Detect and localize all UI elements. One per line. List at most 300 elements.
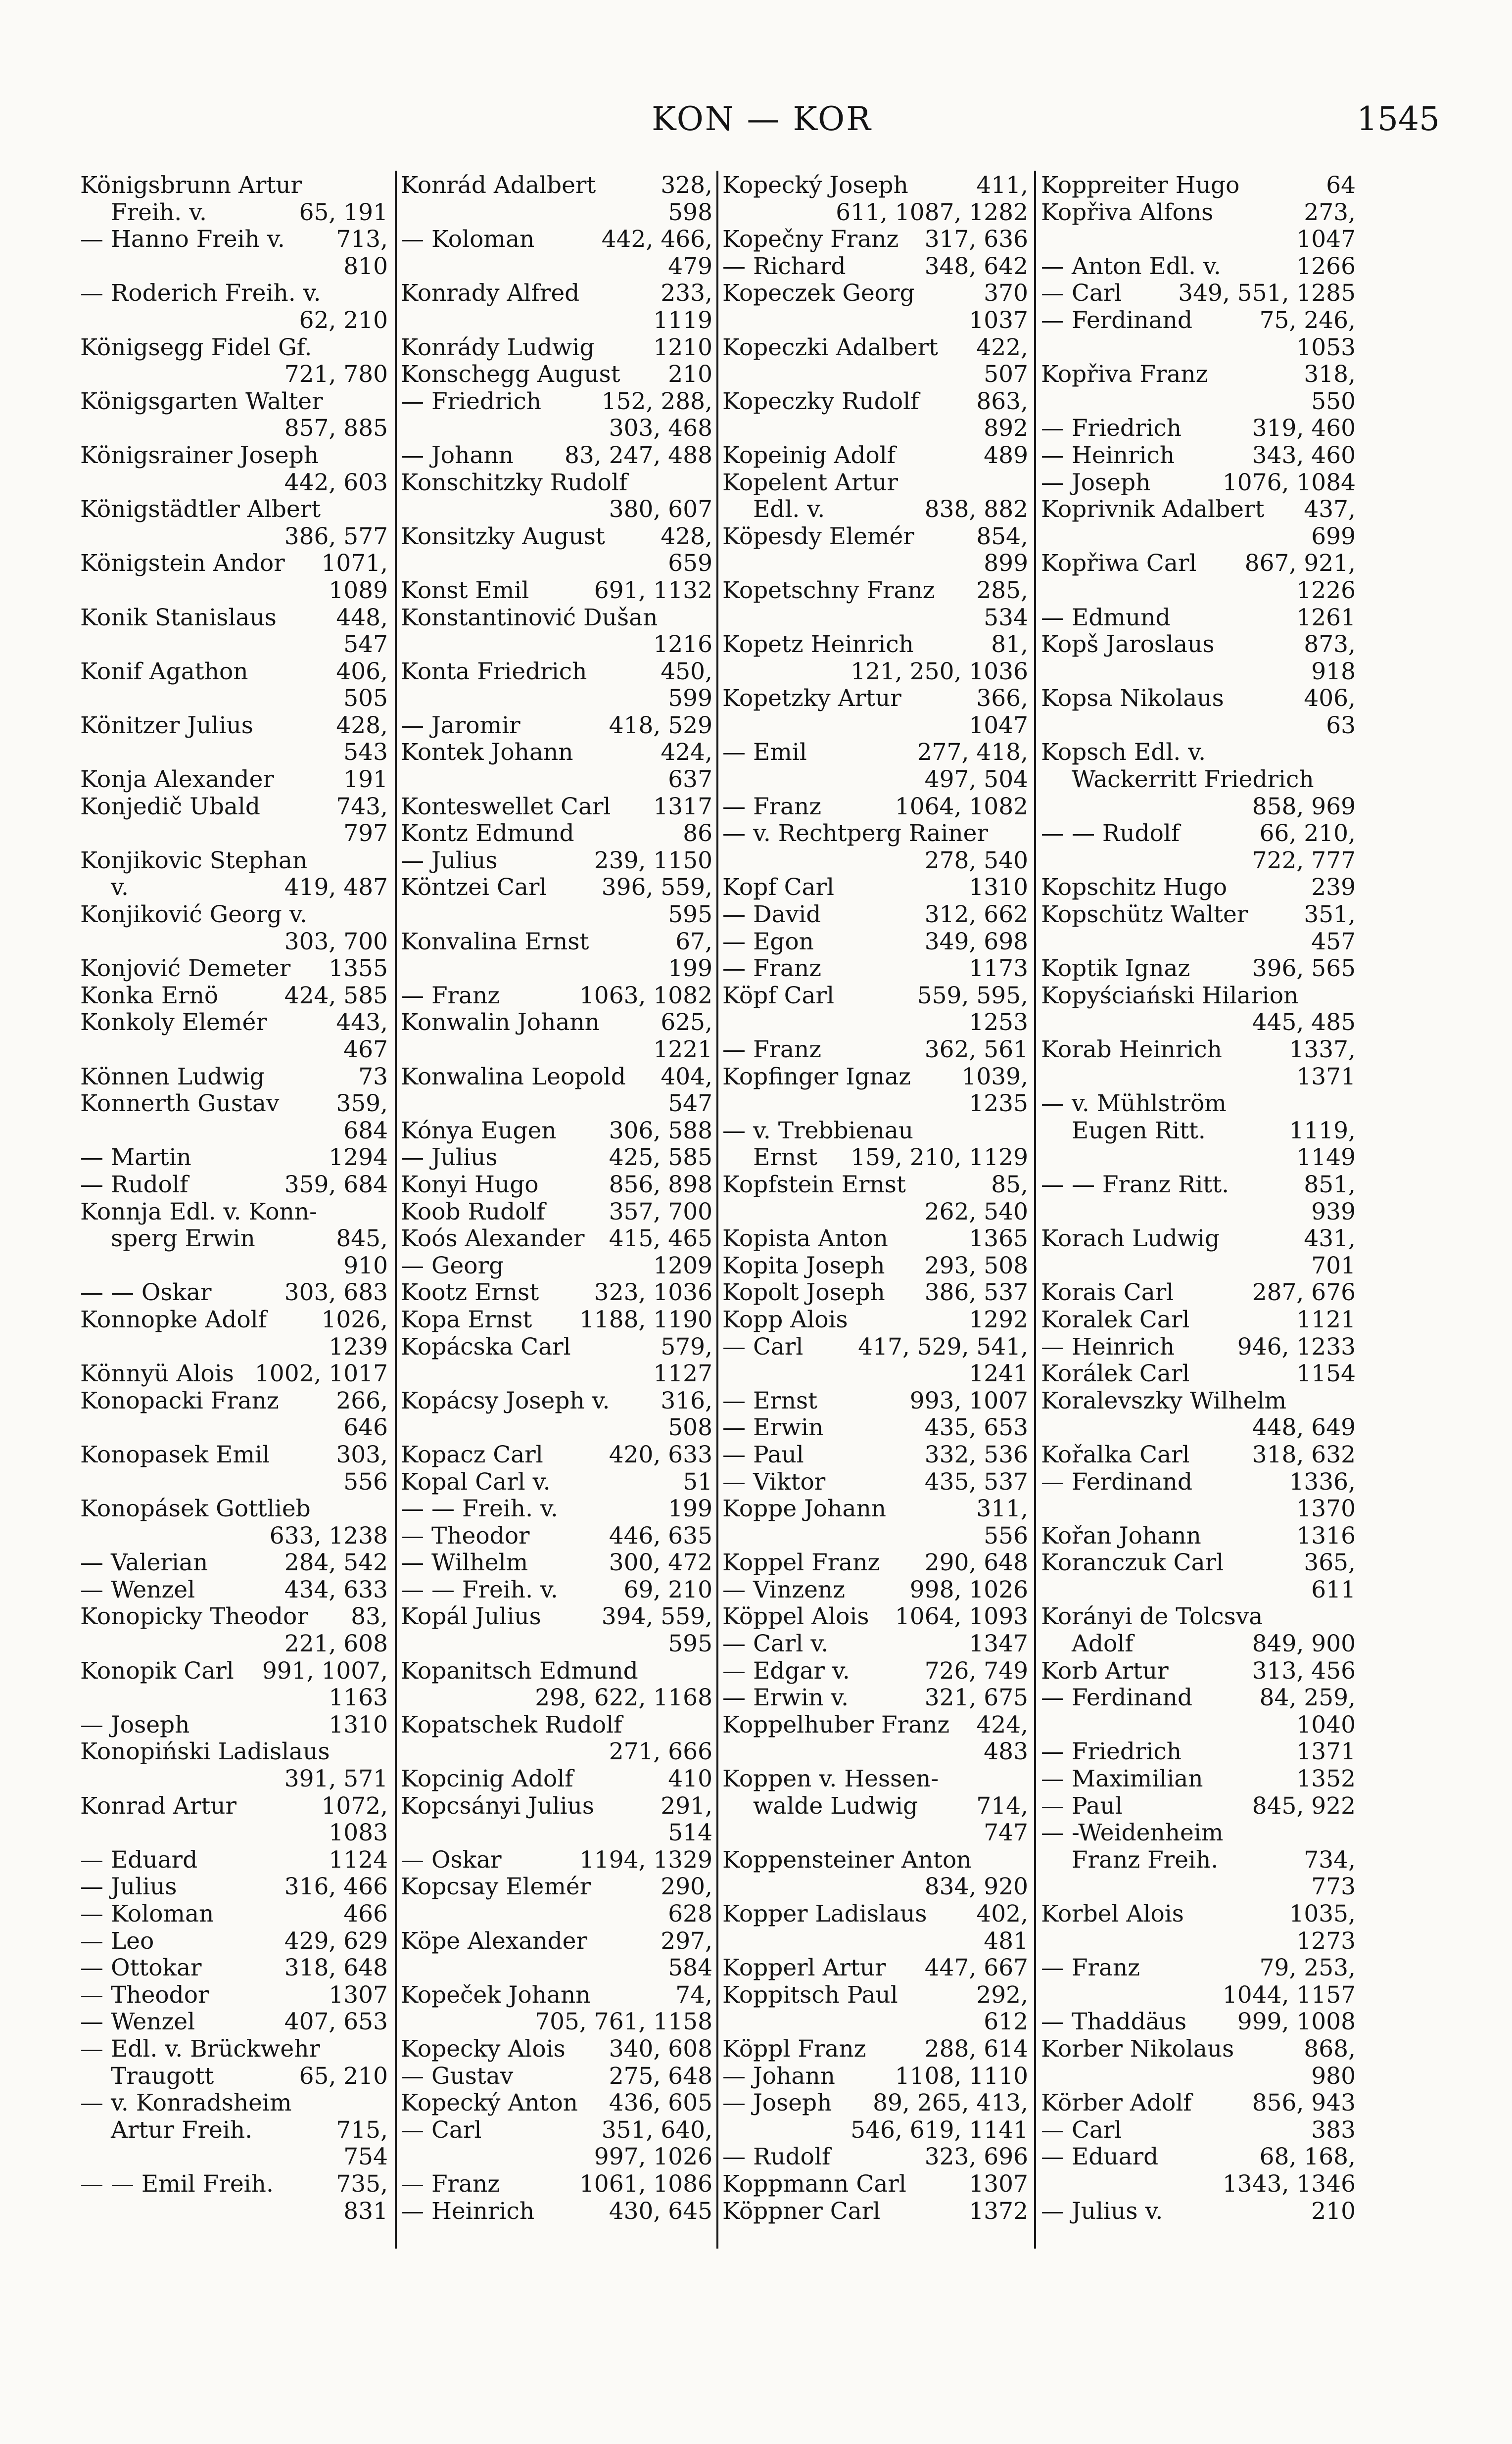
running-head: KON — KOR (652, 100, 872, 138)
entry-name: Konvalina Ernst (401, 928, 589, 955)
index-line (401, 1955, 712, 1982)
index-line (80, 1847, 388, 1874)
entry-pages: 726, 749 (924, 1657, 1028, 1685)
entry-pages: 316, (661, 1387, 712, 1414)
index-line (1041, 1928, 1356, 1955)
entry-name: — — Franz Ritt. (1041, 1171, 1229, 1198)
entry-pages: 288, 614 (924, 2035, 1028, 2063)
entry-pages: 239, 1150 (594, 846, 712, 874)
index-line (401, 658, 712, 686)
entry-name: Konopik Carl (80, 1657, 234, 1685)
entry-pages: 743, (336, 793, 388, 820)
entry-pages: 497, 504 (924, 766, 1028, 794)
entry-name: — Heinrich (1041, 442, 1175, 469)
index-line (401, 1631, 712, 1658)
entry-name: Kopál Julius (401, 1603, 541, 1631)
entry-name: Körber Adolf (1041, 2090, 1192, 2117)
entry-name: Koppelhuber Franz (722, 1711, 950, 1739)
index-line (401, 712, 712, 740)
entry-name (722, 1090, 963, 1118)
index-line (80, 1793, 388, 1820)
entry-pages: 313, 456 (1252, 1657, 1356, 1685)
index-line (401, 1847, 712, 1874)
index-line (401, 1414, 712, 1442)
entry-pages: 316, 466 (284, 1873, 388, 1901)
entry-name (1041, 1414, 1246, 1442)
entry-name (722, 2117, 845, 2144)
entry-pages: 83, (351, 1603, 388, 1631)
index-line (1041, 415, 1356, 442)
entry-pages: 1310 (329, 1711, 388, 1739)
index-line (722, 577, 1028, 605)
entry-pages: 391, 571 (284, 1765, 388, 1793)
entry-pages: 65, 191 (299, 198, 388, 226)
entry-pages: 306, 588 (609, 1117, 712, 1144)
entry-pages: 275, 648 (609, 2062, 712, 2090)
entry-name: Konnerth Gustav (80, 1090, 280, 1118)
index-line (722, 1631, 1028, 1658)
entry-name: Kopista Anton (722, 1225, 888, 1253)
index-line (1041, 1009, 1356, 1036)
index-line (80, 1118, 388, 1145)
index-line (401, 1739, 712, 1766)
index-line (401, 496, 712, 523)
entry-pages: 359, 684 (284, 1171, 388, 1198)
index-line (80, 2144, 388, 2171)
entry-pages: 633, 1238 (269, 1522, 388, 1550)
index-line (80, 1199, 388, 1226)
entry-name: — Ernst (722, 1387, 817, 1414)
index-line (401, 2117, 712, 2144)
index-line (722, 199, 1028, 227)
entry-pages: 1072, (321, 1792, 388, 1820)
entry-pages: 448, (336, 604, 388, 631)
entry-name: — Oskar (401, 1846, 502, 1874)
entry-name: — Joseph (722, 2090, 832, 2117)
index-line (722, 388, 1028, 416)
entry-name: Kopecký Joseph (722, 172, 908, 199)
entry-pages: 287, 676 (1252, 1279, 1356, 1307)
index-line (722, 1577, 1028, 1604)
index-line (80, 388, 388, 416)
entry-pages: 442, 466, (601, 226, 712, 253)
entry-name: Königsgarten Walter (80, 388, 323, 415)
entry-name (1041, 1496, 1290, 1523)
entry-pages: 1037 (969, 306, 1028, 334)
entry-name: — Julius (401, 847, 498, 874)
index-line (80, 2063, 388, 2090)
entry-name: — Edmund (1041, 604, 1171, 631)
entry-name: Kopper Ladislaus (722, 1901, 927, 1927)
entry-name (80, 415, 279, 442)
index-line (401, 2036, 712, 2063)
index-line (1041, 631, 1356, 658)
entry-name: Koppe Johann (722, 1496, 887, 1523)
index-line (1041, 1307, 1356, 1334)
entry-name: — Wilhelm (401, 1550, 528, 1577)
index-line (80, 1172, 388, 1199)
index-line (722, 280, 1028, 307)
entry-pages: 300, 472 (609, 1549, 712, 1577)
entry-pages: 863, (976, 387, 1028, 415)
entry-name (722, 1523, 978, 1550)
entry-pages: 348, 642 (924, 252, 1028, 280)
entry-pages: 483 (984, 1738, 1028, 1766)
index-line (80, 1064, 388, 1091)
entry-name: Koranczuk Carl (1041, 1550, 1224, 1577)
entry-name (80, 1253, 337, 1280)
index-line (401, 1172, 712, 1199)
index-line (80, 1442, 388, 1469)
index-line (80, 2198, 388, 2225)
entry-name: Kopetschny Franz (722, 577, 935, 604)
entry-pages (1350, 766, 1356, 794)
entry-name (722, 1739, 978, 1766)
entry-name: Kootz Ernst (401, 1279, 539, 1307)
entry-pages: 435, 537 (924, 1468, 1028, 1496)
entry-pages: 1266 (1296, 252, 1356, 280)
entry-name: Kopeczek Georg (722, 280, 915, 307)
index-line (722, 2090, 1028, 2117)
index-line (722, 2063, 1028, 2090)
entry-pages: 1347 (969, 1630, 1028, 1658)
entry-pages: 1316 (1296, 1522, 1356, 1550)
index-line (1041, 2117, 1356, 2144)
index-line (1041, 766, 1356, 794)
entry-name: Köpesdy Elemér (722, 523, 914, 550)
index-line (1041, 2009, 1356, 2036)
column-1 (80, 172, 388, 2245)
entry-pages: 351, 640, (601, 2116, 712, 2144)
entry-pages: 312, 662 (924, 901, 1028, 929)
entry-name: — Egon (722, 928, 814, 955)
entry-pages: 422, (976, 333, 1028, 361)
entry-name (80, 1414, 337, 1442)
index-line (722, 1550, 1028, 1577)
entry-name (722, 2009, 978, 2036)
entry-pages: 543 (343, 739, 388, 766)
entry-pages (382, 334, 388, 362)
entry-name: Konta Friedrich (401, 658, 587, 685)
column-divider-3 (1034, 171, 1036, 2249)
index-line (80, 658, 388, 686)
entry-name: — Carl (1041, 280, 1122, 307)
index-line (1041, 847, 1356, 875)
entry-name: — Carl (401, 2116, 482, 2144)
index-line (1041, 523, 1356, 551)
entry-pages: 442, 603 (284, 469, 388, 496)
index-line (401, 901, 712, 929)
entry-name (1041, 523, 1305, 551)
entry-pages: 1047 (969, 711, 1028, 739)
index-line (401, 2198, 712, 2225)
entry-name (1041, 847, 1246, 875)
index-line (80, 631, 388, 658)
entry-name: Können Ludwig (80, 1063, 265, 1090)
entry-pages: 998, 1026 (909, 1576, 1028, 1603)
entry-name: Kopácska Carl (401, 1333, 571, 1361)
entry-name (1041, 1144, 1290, 1172)
index-line (401, 523, 712, 551)
entry-name: Kopa Ernst (401, 1306, 532, 1333)
entry-pages: 1221 (653, 1036, 712, 1063)
entry-pages: 417, 529, 541, (858, 1333, 1028, 1361)
entry-name: Kontz Edmund (401, 820, 574, 847)
entry-name: sperg Erwin (111, 1225, 255, 1253)
index-line (401, 388, 712, 416)
entry-pages: 595 (668, 1630, 712, 1658)
entry-name: Korálek Carl (1041, 1361, 1190, 1388)
entry-name: Konstantinović Dušan (401, 604, 658, 631)
entry-name (722, 605, 978, 632)
index-line (401, 983, 712, 1010)
entry-name: Konschitzky Rudolf (401, 469, 628, 496)
index-line (80, 442, 388, 470)
entry-name: — Franz (401, 2170, 500, 2198)
entry-name: Kopš Jaroslaus (1041, 631, 1215, 658)
entry-name: v. (111, 874, 129, 901)
entry-pages: 946, 1233 (1237, 1333, 1356, 1361)
index-line (401, 1820, 712, 1847)
index-line (722, 1253, 1028, 1280)
entry-name: — Maximilian (1041, 1766, 1203, 1793)
index-line (1041, 1739, 1356, 1766)
entry-name: Kopelent Artur (722, 469, 898, 496)
index-line (401, 199, 712, 227)
entry-pages (382, 1496, 388, 1523)
entry-pages: 436, 605 (609, 2089, 712, 2117)
entry-name (401, 1090, 662, 1118)
entry-pages: 266, (336, 1387, 388, 1414)
entry-pages: 273, (1304, 198, 1356, 226)
entry-name (80, 1523, 264, 1550)
entry-name: — Wenzel (80, 1576, 195, 1603)
entry-name (80, 685, 337, 712)
entry-name (722, 766, 919, 794)
entry-pages: 321, 675 (924, 1684, 1028, 1712)
entry-name: Kopyściański Hilarion (1041, 982, 1299, 1009)
index-line (80, 929, 388, 956)
index-line (722, 1739, 1028, 1766)
entry-pages: 1372 (969, 2197, 1028, 2225)
index-line (1041, 739, 1356, 766)
index-line (1041, 1253, 1356, 1280)
page-header (79, 89, 1445, 143)
entry-name (80, 820, 337, 847)
index-line (722, 1225, 1028, 1253)
entry-pages (1350, 1090, 1356, 1118)
entry-pages: 290, (661, 1873, 712, 1901)
entry-name (80, 470, 279, 497)
entry-pages: 714, (976, 1792, 1028, 1820)
entry-name: Korab Heinrich (1041, 1036, 1222, 1063)
entry-pages: 1241 (969, 1360, 1028, 1388)
entry-pages: 858, 969 (1252, 793, 1356, 820)
index-line (722, 847, 1028, 875)
entry-name (80, 307, 293, 334)
entry-name (80, 1469, 337, 1496)
entry-name: — — Emil Freih. (80, 2170, 274, 2198)
entry-pages: 546, 619, 1141 (850, 2116, 1028, 2144)
entry-name (401, 550, 662, 577)
entry-name: Korbel Alois (1041, 1901, 1184, 1927)
index-line (80, 820, 388, 847)
index-line (80, 847, 388, 875)
index-line (722, 1144, 1028, 1172)
entry-name (722, 550, 978, 577)
index-line (80, 794, 388, 821)
entry-name: Koppreiter Hugo (1041, 172, 1240, 199)
index-line (80, 577, 388, 605)
index-line (1041, 1388, 1356, 1415)
entry-name (1041, 334, 1290, 362)
index-line (1041, 550, 1356, 577)
entry-pages: 857, 885 (284, 415, 388, 442)
entry-pages: 1035, (1289, 1900, 1356, 1927)
entry-pages: 210 (1311, 2197, 1356, 2225)
entry-name: — Valerian (80, 1550, 208, 1577)
index-line (722, 1118, 1028, 1145)
entry-pages: 340, 608 (609, 2035, 712, 2063)
index-line (722, 1496, 1028, 1523)
entry-pages: 121, 250, 1036 (850, 658, 1028, 685)
entry-pages: 410 (668, 1765, 712, 1793)
entry-name (1041, 1253, 1305, 1280)
entry-pages: 430, 645 (609, 2197, 712, 2225)
entry-name: Königstädtler Albert (80, 496, 321, 523)
entry-name: Konkoly Elemér (80, 1009, 267, 1036)
index-line (401, 1118, 712, 1145)
index-line (401, 1928, 712, 1955)
index-line (80, 1036, 388, 1064)
entry-name: — Viktor (722, 1468, 826, 1496)
index-line (722, 1334, 1028, 1361)
entry-pages: 418, 529 (609, 711, 712, 739)
entry-name: Könnyü Alois (80, 1361, 234, 1388)
entry-pages: 1121 (1296, 1306, 1356, 1333)
index-line (80, 685, 388, 712)
entry-name (401, 766, 662, 794)
entry-name: Kopanitsch Edmund (401, 1657, 638, 1685)
entry-pages: 351, (1304, 901, 1356, 929)
entry-pages: 684 (343, 1117, 388, 1144)
entry-pages: 1343, 1346 (1222, 2170, 1356, 2198)
entry-pages: 628 (668, 1900, 712, 1927)
entry-pages: 699 (1311, 522, 1356, 550)
entry-name: Konwalin Johann (401, 1009, 600, 1036)
entry-name: Koralek Carl (1041, 1306, 1190, 1333)
entry-name: Köpe Alexander (401, 1927, 587, 1955)
entry-pages: 466 (343, 1900, 388, 1927)
entry-pages: 448, 649 (1252, 1414, 1356, 1442)
entry-pages: 1163 (329, 1684, 388, 1712)
entry-pages: 51 (683, 1468, 712, 1496)
index-line (401, 1442, 712, 1469)
entry-pages: 1210 (653, 333, 712, 361)
index-line (80, 1577, 388, 1604)
entry-name: Köppner Carl (722, 2198, 881, 2225)
index-line (722, 470, 1028, 497)
index-line (401, 631, 712, 658)
index-line (1041, 983, 1356, 1010)
entry-name: Konschegg August (401, 361, 620, 388)
index-line (1041, 1199, 1356, 1226)
index-line (1041, 1064, 1356, 1091)
entry-pages (382, 2036, 388, 2063)
entry-pages: 1039, (961, 1063, 1028, 1090)
index-line (401, 2063, 712, 2090)
entry-name (80, 739, 337, 766)
entry-pages: 290, 648 (924, 1549, 1028, 1577)
entry-name (722, 712, 963, 740)
entry-pages (382, 388, 388, 416)
entry-name: Köntzei Carl (401, 874, 547, 901)
entry-pages: 349, 698 (924, 928, 1028, 955)
column-4 (1041, 172, 1356, 2245)
entry-pages: 86 (683, 820, 712, 847)
index-line (1041, 1036, 1356, 1064)
index-line (722, 1766, 1028, 1793)
entry-name: Koppen v. Hessen- (722, 1766, 939, 1793)
entry-name (401, 1631, 662, 1658)
entry-name (1041, 1577, 1305, 1604)
entry-pages (1022, 1847, 1028, 1874)
index-line (1041, 1603, 1356, 1631)
entry-pages: 489 (984, 441, 1028, 469)
index-line (80, 1901, 388, 1928)
entry-name: — Carl (1041, 2116, 1122, 2144)
index-line (401, 794, 712, 821)
entry-name: — Ferdinand (1041, 1468, 1193, 1496)
entry-pages: 79, 253, (1259, 1954, 1356, 1982)
index-line (722, 1361, 1028, 1388)
index-line (722, 794, 1028, 821)
index-line (722, 496, 1028, 523)
entry-pages: 747 (984, 1819, 1028, 1847)
index-line (401, 1388, 712, 1415)
index-line (401, 1577, 712, 1604)
entry-name (401, 1036, 647, 1064)
entry-name: Franz Freih. (1072, 1846, 1219, 1874)
entry-name: — Roderich Freih. v. (80, 280, 321, 307)
entry-name: Kopcinig Adolf (401, 1766, 573, 1793)
entry-pages: 199 (668, 1495, 712, 1523)
entry-name: — Edl. v. Brückwehr (80, 2035, 320, 2063)
entry-name (1041, 2171, 1217, 2198)
index-line (401, 1144, 712, 1172)
index-line (80, 2171, 388, 2198)
entry-name (722, 847, 919, 875)
entry-name (80, 2144, 337, 2171)
entry-name (80, 929, 279, 956)
entry-pages: 343, 460 (1252, 441, 1356, 469)
entry-name: Koppel Franz (722, 1550, 880, 1577)
entry-name (722, 1361, 963, 1388)
index-line (401, 1361, 712, 1388)
entry-pages: 1089 (329, 576, 388, 604)
entry-name: — Friedrich (1041, 1739, 1182, 1766)
entry-pages: 1371 (1296, 1738, 1356, 1766)
entry-pages: 1273 (1296, 1927, 1356, 1955)
index-line (1041, 470, 1356, 497)
entry-name (1041, 929, 1305, 956)
entry-name (80, 1334, 323, 1361)
entry-name: Kopperl Artur (722, 1955, 886, 1982)
index-line (722, 1388, 1028, 1415)
entry-name: — v. Trebbienau (722, 1117, 914, 1144)
entry-name: — Johann (401, 442, 514, 469)
entry-name: Koralevszky Wilhelm (1041, 1387, 1287, 1414)
